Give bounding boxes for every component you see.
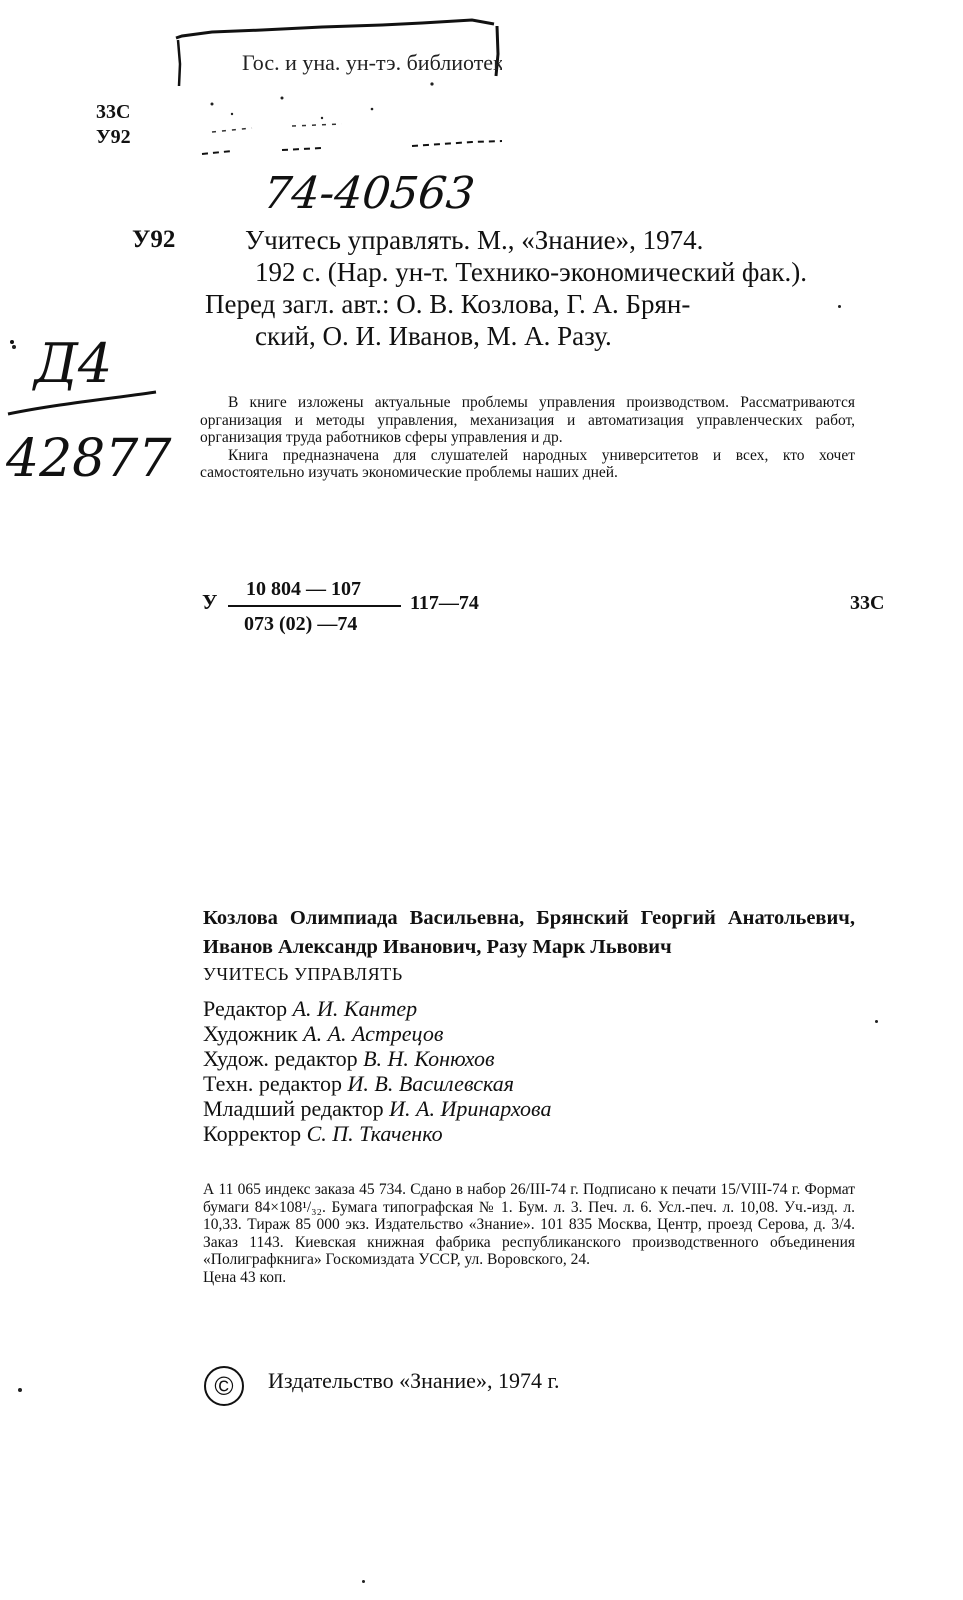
index-class-code: 33С (850, 592, 885, 614)
credit-row (203, 1121, 551, 1146)
class-code-bbk: 33С (96, 101, 131, 123)
handwritten-shelf-bottom: 42877 (6, 429, 172, 489)
scan-speck (362, 1580, 365, 1583)
credit-role: Корректор (203, 1121, 302, 1146)
index-numerator: 10 804 — 107 (246, 578, 361, 600)
handwritten-accession-text: 74-40563 (268, 168, 478, 219)
library-stamp (172, 14, 502, 174)
index-denominator: 073 (02) —74 (244, 613, 358, 635)
bib-line: 192 с. (Нар. ун-т. Технико-экономический фак.). (255, 257, 808, 287)
bib-author-mark: У92 (132, 226, 176, 253)
credit-row (203, 1021, 551, 1046)
class-code-author-mark: У92 (96, 126, 131, 148)
scan-speck (12, 345, 16, 349)
credit-row (203, 996, 551, 1021)
classification-codes (96, 100, 131, 150)
credit-row (203, 1071, 551, 1096)
copyright-icon: © (204, 1366, 244, 1406)
credit-name: И. А. Иринархова (389, 1096, 552, 1121)
bib-line: Учитесь управлять. М., «Знание», 1974. (245, 225, 704, 255)
credit-role: Редактор (203, 996, 288, 1021)
copyright-text: Издательство «Знание», 1974 г. (268, 1368, 560, 1393)
credit-role: Техн. редактор (203, 1071, 343, 1096)
stamp-text: Гос. и уна. ун-тэ. библиотека (242, 50, 502, 75)
book-title: УЧИТЕСЬ УПРАВЛЯТЬ (203, 964, 403, 984)
annotation-paragraph: В книге изложены актуальные проблемы управления производством. Рассматриваются организация и методы управления, механизация и автоматизация управленческих работ, организация труда работников сферы управления и др. (200, 394, 855, 446)
bibliographic-entry (205, 224, 855, 352)
annotation-paragraph: Книга предназначена для слушателей народных университетов и всех, кто хочет самостоятельно изучать экономические проблемы наших дней. (200, 446, 855, 481)
index-suffix: 117—74 (410, 592, 479, 614)
handwritten-accession-number (268, 152, 538, 224)
annotation (200, 394, 855, 482)
credit-name: А. И. Кантер (292, 996, 418, 1021)
scan-speck (18, 1388, 22, 1392)
credit-name: А. А. Астрецов (303, 1021, 444, 1046)
credit-role: Худож. редактор (203, 1046, 358, 1071)
credit-row (203, 1096, 551, 1121)
credit-name: И. В. Василевская (347, 1071, 514, 1096)
price: Цена 43 коп. (203, 1268, 287, 1286)
scan-speck (875, 1020, 878, 1023)
handwritten-shelf-mark (6, 318, 176, 498)
bib-line: Перед загл. авт.: О. В. Козлова, Г. А. Брян- (205, 289, 691, 319)
bib-line: ский, О. И. Иванов, М. А. Разу. (255, 321, 612, 351)
handwritten-shelf-top: Д4 (34, 332, 113, 395)
credit-role: Младший редактор (203, 1096, 384, 1121)
index-fraction-bar (228, 605, 401, 607)
index-letter: У (202, 590, 218, 614)
scan-speck (838, 305, 841, 308)
credit-name: В. Н. Конюхов (363, 1046, 495, 1071)
imprint (203, 1181, 855, 1286)
imprint-details: А 11 065 индекс заказа 45 734. Сдано в набор 26/III-74 г. Подписано к печати 15/VIII-74 г. Формат бумаги 84×108¹/₃₂. Бумага типографская № 1. Бум. л. 3. Печ. л. 6. Усл.-печ. л. 10,08. Уч.-изд. л. 10,33. Тираж 85 000 экз. Издательство «Знание». 101 835 Москва, Центр, проезд Серова, д. 3/4. Заказ 1143. Киевская книжная фабрика республиканского производственного объединения «Полиграфкнига» Госкомиздата УССР, ул. Воровского, 24. (203, 1181, 855, 1268)
credit-name: С. П. Ткаченко (306, 1121, 443, 1146)
credit-row (203, 1046, 551, 1071)
credits-list (203, 996, 551, 1146)
authors-full-names: Козлова Олимпиада Васильевна, Брянский Георгий Анатольевич, Иванов Александр Иванович, Разу Марк Львович (203, 907, 855, 958)
credit-role: Художник (203, 1021, 298, 1046)
